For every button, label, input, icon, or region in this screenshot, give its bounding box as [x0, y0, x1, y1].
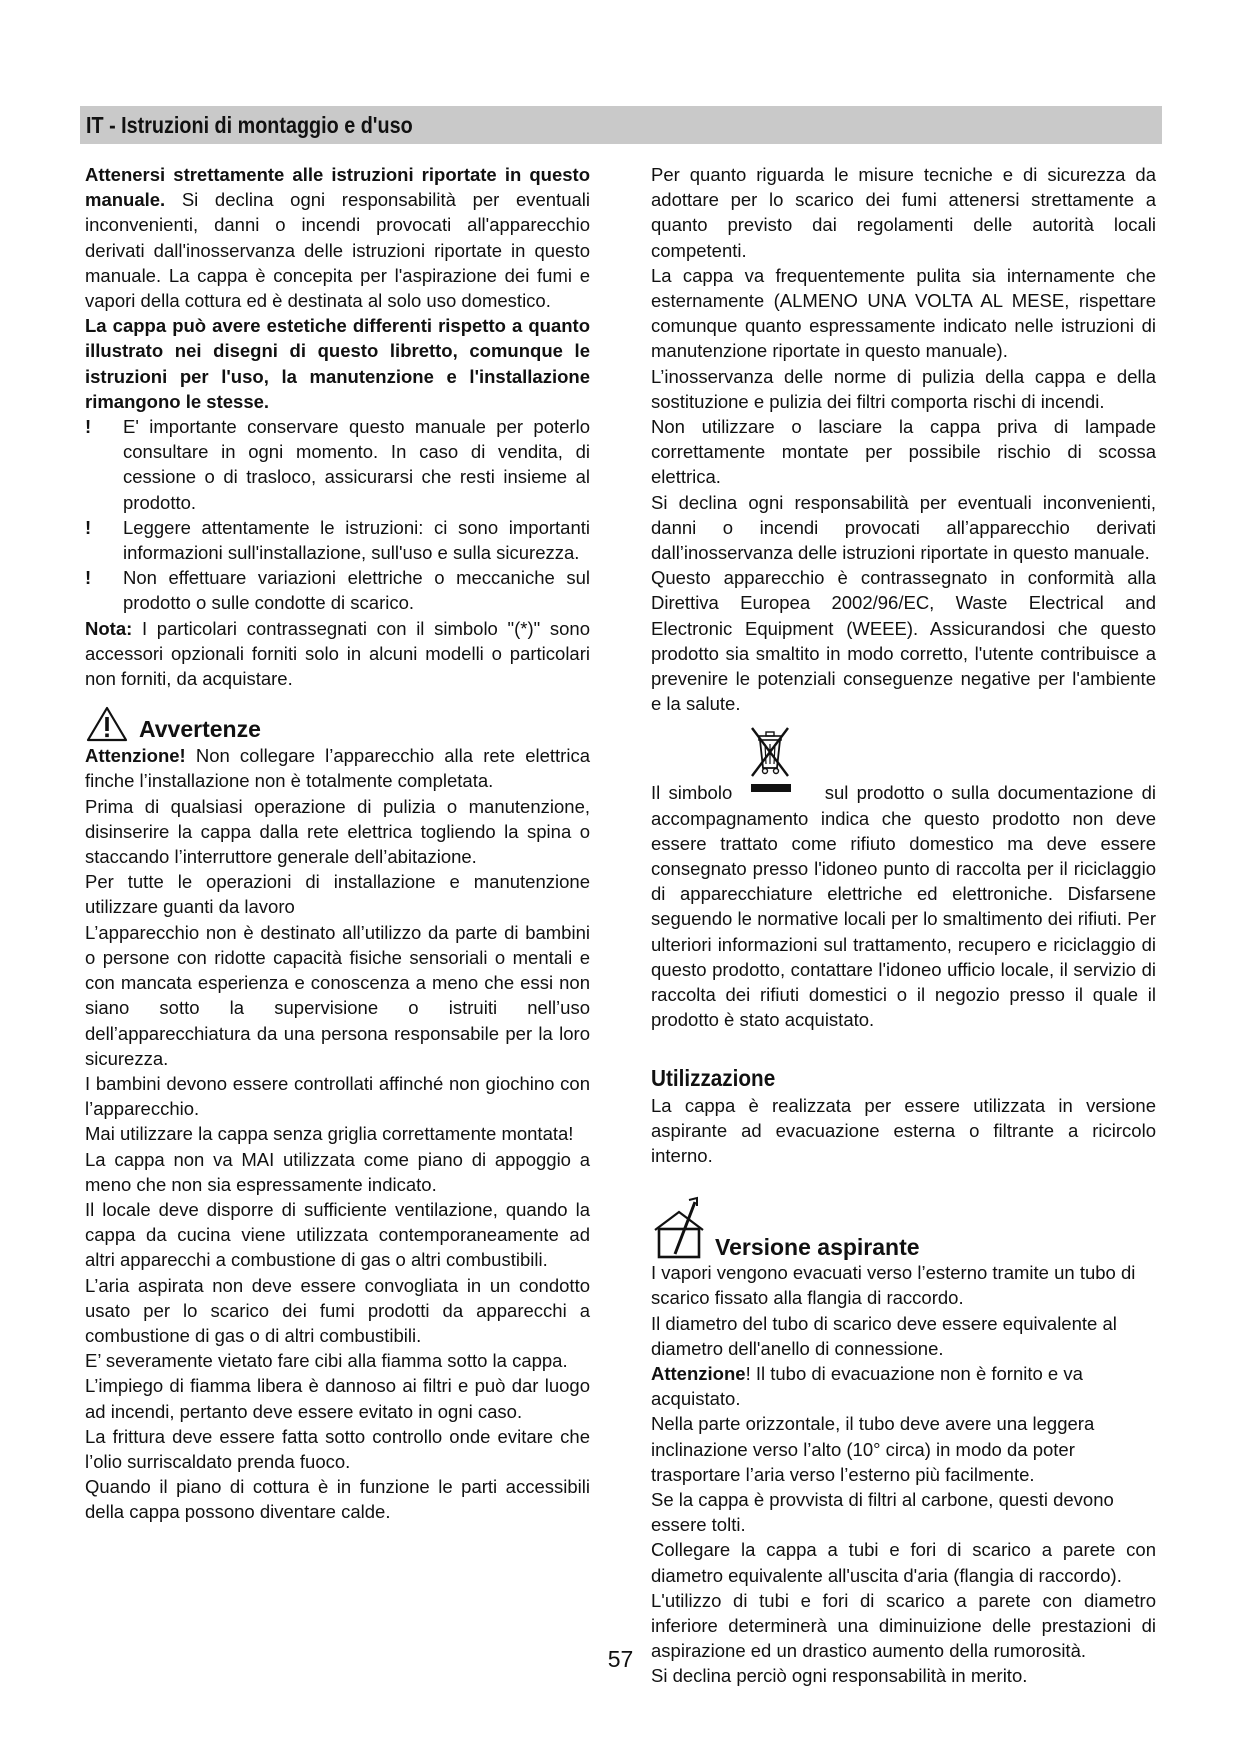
nota-paragraph	[85, 616, 590, 692]
warning-paragraph: Il locale deve disporre di sufficiente ventilazione, quando la cappa da cucina viene utilizzata contemporaneamente ad altri apparecchi a combustione di gas o altri combustibili.	[85, 1198, 590, 1271]
warning-paragraph: Per tutte le operazioni di installazione e manutenzione utilizzare guanti da lavoro	[85, 871, 590, 918]
attention-label: Attenzione!	[85, 745, 186, 767]
aspirating-attention	[651, 1361, 1156, 1411]
use-paragraph: La cappa è realizzata per essere utilizzata in versione aspirante ad evacuazione esterna o filtrante a ricircolo interno.	[651, 1094, 1156, 1166]
aspirating-version-title: Versione aspirante	[715, 1234, 920, 1261]
section-header-bar	[80, 106, 1162, 144]
left-column	[85, 162, 590, 1525]
warning-paragraph: Mai utilizzare la cappa senza griglia correttamente montata!	[85, 1123, 574, 1145]
safety-paragraph: Per quanto riguarda le misure tecniche e di sicurezza da adottare per lo scarico dei fumi attenersi strettamente a quanto previsto dai regolamenti delle autorità locali competenti.	[651, 164, 1156, 261]
aspirating-attention-label: Attenzione	[651, 1362, 746, 1384]
weee-lead: Il simbolo	[651, 782, 733, 804]
intro-text: Si declina ogni responsabilità per eventuali inconvenienti, danni o incendi provocati all'apparecchio derivati dall'inosservanza delle istruzioni riportate in questo manuale. La cappa è concepita per l'aspirazione dei fumi e vapori della cottura ed è destinata al solo uso domestico.	[85, 189, 590, 312]
aspirating-paragraph: Se la cappa è provvista di filtri al carbone, questi devono essere tolti.	[651, 1488, 1114, 1536]
aspirating-version-heading	[651, 1196, 1156, 1260]
safety-paragraph: Si declina ogni responsabilità per eventuali inconvenienti, danni o incendi provocati all’apparecchio derivati dall’inosservanza delle istruzioni riportate in questo manuale.	[651, 491, 1156, 564]
bullet-item	[85, 414, 590, 515]
safety-paragraph: La cappa va frequentemente pulita sia internamente che esternamente (ALMENO UNA VOLTA AL MESE, rispettare comunque quanto espressamente indicato nelle istruzioni di manutenzione riportate in questo manuale).	[651, 264, 1156, 362]
exclamation-mark: !	[85, 516, 92, 538]
safety-paragraph: L’inosservanza delle norme di pulizia della cappa e della sostituzione e pulizia dei filtri comporta rischi di incendi.	[651, 365, 1156, 412]
warning-paragraph: E’ severamente vietato fare cibi alla fiamma sotto la cappa.	[85, 1350, 568, 1372]
house-vent-icon	[651, 1196, 709, 1260]
page-number: 57	[607, 1646, 634, 1672]
warnings-heading	[85, 703, 590, 743]
attention-paragraph	[85, 743, 590, 793]
aspirating-paragraph: I vapori vengono evacuati verso l’esterno tramite un tubo di scarico fissato alla flangia di raccordo.	[651, 1262, 1136, 1309]
exclamation-mark: !	[85, 567, 92, 589]
warning-paragraph: Quando il piano di cottura è in funzione le parti accessibili della cappa possono diventare calde.	[85, 1476, 590, 1523]
weee-paragraph	[651, 780, 1156, 1032]
aspirating-paragraph: Nella parte orizzontale, il tubo deve avere una leggera inclinazione verso l’alto (10° circa) in modo da poter trasportare l’aria verso l’esterno più facilmente.	[651, 1413, 1095, 1485]
aspirating-paragraph: Si declina perciò ogni responsabilità in merito.	[651, 1665, 1028, 1687]
weee-block	[651, 724, 1156, 1032]
warning-paragraph: La frittura deve essere fatta sotto controllo onde evitare che l’olio surriscaldato prenda fuoco.	[85, 1425, 590, 1472]
warning-paragraph: I bambini devono essere controllati affinché non giochino con l’apparecchio.	[85, 1072, 590, 1120]
aspirating-paragraph: Collegare la cappa a tubi e fori di scarico a parete con diametro equivalente all'uscita d'aria (flangia di raccordo).	[651, 1539, 1156, 1586]
bullet-item	[85, 515, 590, 565]
use-title: Utilizzazione	[651, 1064, 776, 1091]
warning-paragraph: Prima di qualsiasi operazione di pulizia o manutenzione, disinserire la cappa dalla rete elettrica togliendo la spina o staccando l’interruttore generale dell’abitazione.	[85, 795, 590, 868]
safety-paragraph: Non utilizzare o lasciare la cappa priva di lampade correttamente montate per possibile rischio di scossa elettrica.	[651, 416, 1156, 488]
nota-label: Nota:	[85, 617, 133, 639]
nota-text: I particolari contrassegnati con il simbolo "(*)" sono accessori opzionali forniti solo in alcuni modelli o particolari non forniti, da acquistare.	[85, 617, 590, 690]
aesthetic-note: La cappa può avere estetiche differenti rispetto a quanto illustrato nei disegni di questo libretto, comunque le istruzioni per l'uso, la manutenzione e l'installazione rimangono le stesse.	[85, 315, 590, 412]
weee-text: sul prodotto o sulla documentazione di accompagnamento indica che questo prodotto non deve essere trattato come rifiuto domestico ma deve essere consegnato presso l'idoneo punto di raccolta per il riciclaggio di apparecchiature elettriche ed elettroniche. Disfarsene seguendo le normative locali per lo smaltimento dei rifiuti. Per ulteriori informazioni sul trattamento, recupero e riciclaggio di questo prodotto, contattare l'idoneo ufficio locale, il servizio di raccolta dei rifiuti domestici o il negozio presso il quale il prodotto è stato acquistato.	[651, 782, 1157, 1031]
bullet-text: Leggere attentamente le istruzioni: ci sono importanti informazioni sull'installazione, sull'uso e sulla sicurezza.	[123, 516, 590, 564]
aspirating-paragraph: L'utilizzo di tubi e fori di scarico a parete con diametro inferiore determinerà una diminuizione delle prestazioni di aspirazione ed un drastico aumento della rumorosità.	[651, 1589, 1156, 1662]
right-column	[651, 162, 1156, 1689]
warnings-title: Avvertenze	[139, 716, 261, 743]
aspirating-paragraph: Il diametro del tubo di scarico deve essere equivalente al diametro dell'anello di connessione.	[651, 1312, 1117, 1359]
warning-paragraph: L’impiego di fiamma libera è dannoso ai filtri e può dar luogo ad incendi, pertanto deve essere evitato in ogni caso.	[85, 1375, 590, 1422]
weee-directive-paragraph: Questo apparecchio è contrassegnato in conformità alla Direttiva Europea 2002/96/EC, Waste Electrical and Electronic Equipment (WEEE). Assicurandosi che questo prodotto sia smaltito in modo corretto, l'utente contribuisce a prevenire le potenziali conseguenze negative per l'ambiente e la salute.	[651, 567, 1156, 715]
exclamation-mark: !	[85, 416, 92, 438]
warning-paragraph: La cappa non va MAI utilizzata come piano di appoggio a meno che non sia espressamente indicato.	[85, 1148, 590, 1195]
warning-paragraph: L’aria aspirata non deve essere convogliata in un condotto usato per lo scarico dei fumi prodotti da apparecchi a combustione di gas o di altri combustibili.	[85, 1274, 590, 1346]
warning-triangle-icon	[85, 705, 129, 743]
bullet-text: Non effettuare variazioni elettriche o meccaniche sul prodotto o sulle condotte di scarico.	[123, 567, 590, 614]
attention-text: Non collegare l’apparecchio alla rete elettrica finche l’installazione non è totalmente completata.	[85, 745, 590, 792]
page-title: IT - Istruzioni di montaggio e d'uso	[86, 112, 413, 138]
intro-bold: Attenersi strettamente alle istruzioni riportate in questo manuale.	[85, 164, 590, 211]
bullet-text: E' importante conservare questo manuale per poterlo consultare in ogni momento. In caso di vendita, di cessione o di trasloco, assicurarsi che resti insieme al prodotto.	[123, 416, 590, 513]
bullet-item	[85, 565, 590, 615]
crossed-bin-icon	[746, 722, 796, 794]
warning-paragraph: L’apparecchio non è destinato all’utilizzo da parte di bambini o persone con ridotte capacità fisiche sensoriali o mentali e con mancata esperienza e conoscenza a meno che essi non siano sotto la supervisione o istruiti nell’uso dell’apparecchiatura da una persona responsabile per la loro sicurezza.	[85, 921, 590, 1069]
aspirating-attention-text: ! Il tubo di evacuazione non è fornito e va acquistato.	[651, 1362, 1083, 1410]
intro-paragraph	[85, 162, 590, 313]
